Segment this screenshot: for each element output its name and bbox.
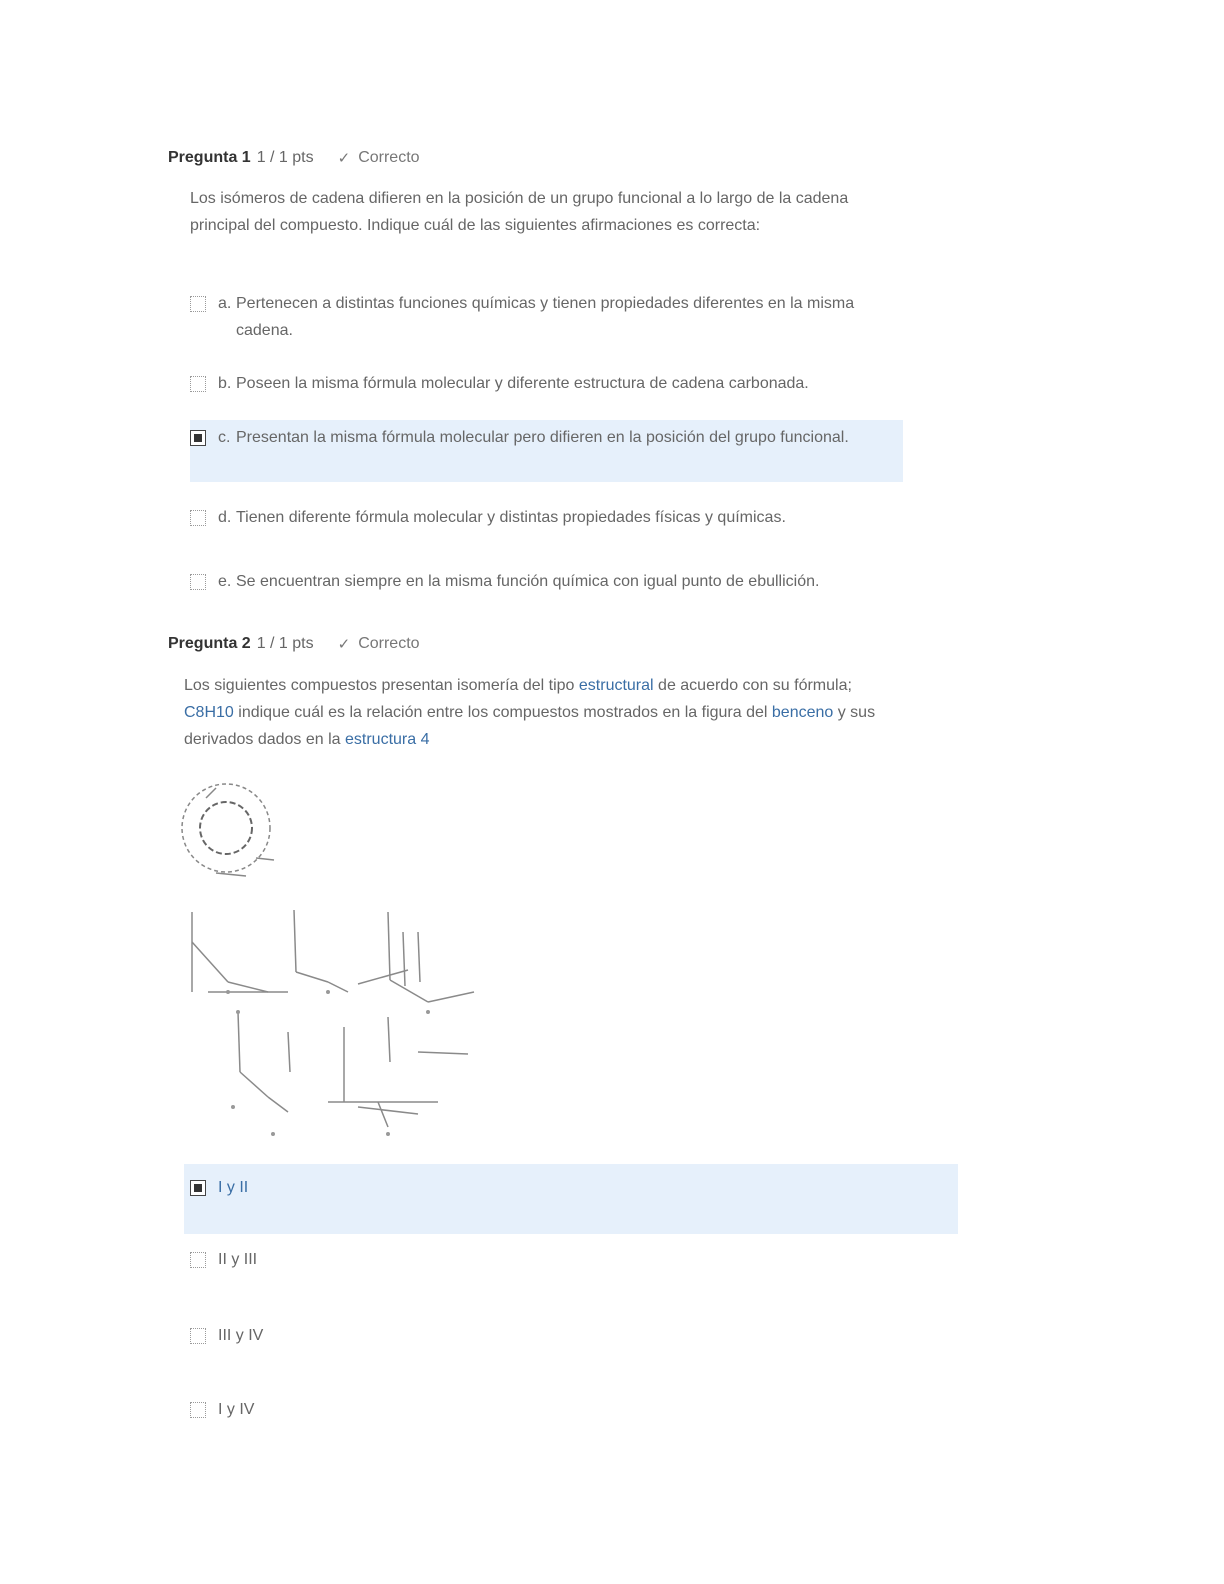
- checkbox[interactable]: [190, 1402, 206, 1418]
- question-2-option-3[interactable]: [190, 1320, 590, 1351]
- prompt-highlight: benceno: [771, 704, 834, 721]
- option-text: Se encuentran siempre en la misma función química con igual punto de ebullición.: [236, 573, 820, 590]
- option-text: Poseen la misma fórmula molecular y diferente estructura de cadena carbonada.: [236, 375, 809, 392]
- option-text: II y III: [218, 1251, 258, 1268]
- question-1-prompt: Los isómeros de cadena difieren en la posición de un grupo funcional a lo largo de la cadena principal del compuesto. Indique cuál de las siguientes afirmaciones es correcta:: [190, 190, 849, 234]
- question-2-option-4[interactable]: [190, 1394, 590, 1425]
- prompt-segment: Los siguientes compuestos presentan isomería del tipo: [184, 677, 579, 694]
- question-2-prompt: [184, 672, 906, 753]
- option-letter: a.: [218, 295, 232, 312]
- question-1-title: Pregunta 1: [168, 149, 251, 166]
- check-icon: ✓: [337, 636, 351, 653]
- question-1-points: 1 / 1 pts: [256, 149, 314, 166]
- option-text: I y II: [218, 1179, 249, 1196]
- option-text: Pertenecen a distintas funciones químicas y tienen propiedades diferentes en la misma cadena.: [236, 295, 855, 339]
- question-2-option-1[interactable]: [184, 1164, 958, 1234]
- option-letter: e.: [218, 573, 232, 590]
- checkbox[interactable]: [190, 296, 206, 312]
- question-1-option-e[interactable]: [190, 566, 900, 597]
- prompt-segment: y sus derivados dados en la: [184, 704, 876, 748]
- question-1-header: [168, 144, 420, 172]
- option-text: I y IV: [218, 1401, 255, 1418]
- prompt-segment: de acuerdo con su fórmula;: [653, 677, 852, 694]
- option-letter: b.: [218, 375, 232, 392]
- prompt-highlight: estructura: [345, 731, 417, 748]
- option-letter: c.: [218, 429, 231, 446]
- option-text: Tienen diferente fórmula molecular y distintas propiedades físicas y químicas.: [236, 509, 786, 526]
- checkbox[interactable]: [190, 574, 206, 590]
- question-1-status: Correcto: [358, 149, 420, 166]
- option-text: Presentan la misma fórmula molecular pero difieren en la posición del grupo funcional.: [236, 429, 849, 446]
- question-1-option-d[interactable]: [190, 502, 900, 533]
- check-icon: ✓: [337, 150, 351, 167]
- question-2-points: 1 / 1 pts: [256, 635, 314, 652]
- prompt-highlight: estructural: [578, 677, 654, 694]
- question-2-status: Correcto: [358, 635, 420, 652]
- option-letter: d.: [218, 509, 232, 526]
- checkbox[interactable]: [190, 1328, 206, 1344]
- checkbox[interactable]: [190, 376, 206, 392]
- prompt-segment: indique cuál es la relación entre los compuestos mostrados en la figura del: [233, 704, 772, 721]
- option-text: III y IV: [218, 1327, 264, 1344]
- question-1-option-c[interactable]: [190, 420, 903, 482]
- checkbox[interactable]: [190, 510, 206, 526]
- checkbox[interactable]: [190, 1252, 206, 1268]
- benzene-ring-figure: [176, 778, 286, 888]
- prompt-highlight: 4: [420, 731, 430, 748]
- question-2-option-2[interactable]: [190, 1244, 590, 1275]
- question-1-option-a[interactable]: [190, 288, 890, 346]
- skeletal-structures-figure: [178, 902, 478, 1142]
- checkbox-checked[interactable]: [190, 430, 206, 446]
- question-2-header: [168, 630, 420, 658]
- question-1-option-b[interactable]: [190, 368, 900, 399]
- prompt-highlight: C8H10: [184, 704, 234, 721]
- checkbox-checked[interactable]: [190, 1180, 206, 1196]
- question-2-title: Pregunta 2: [168, 635, 251, 652]
